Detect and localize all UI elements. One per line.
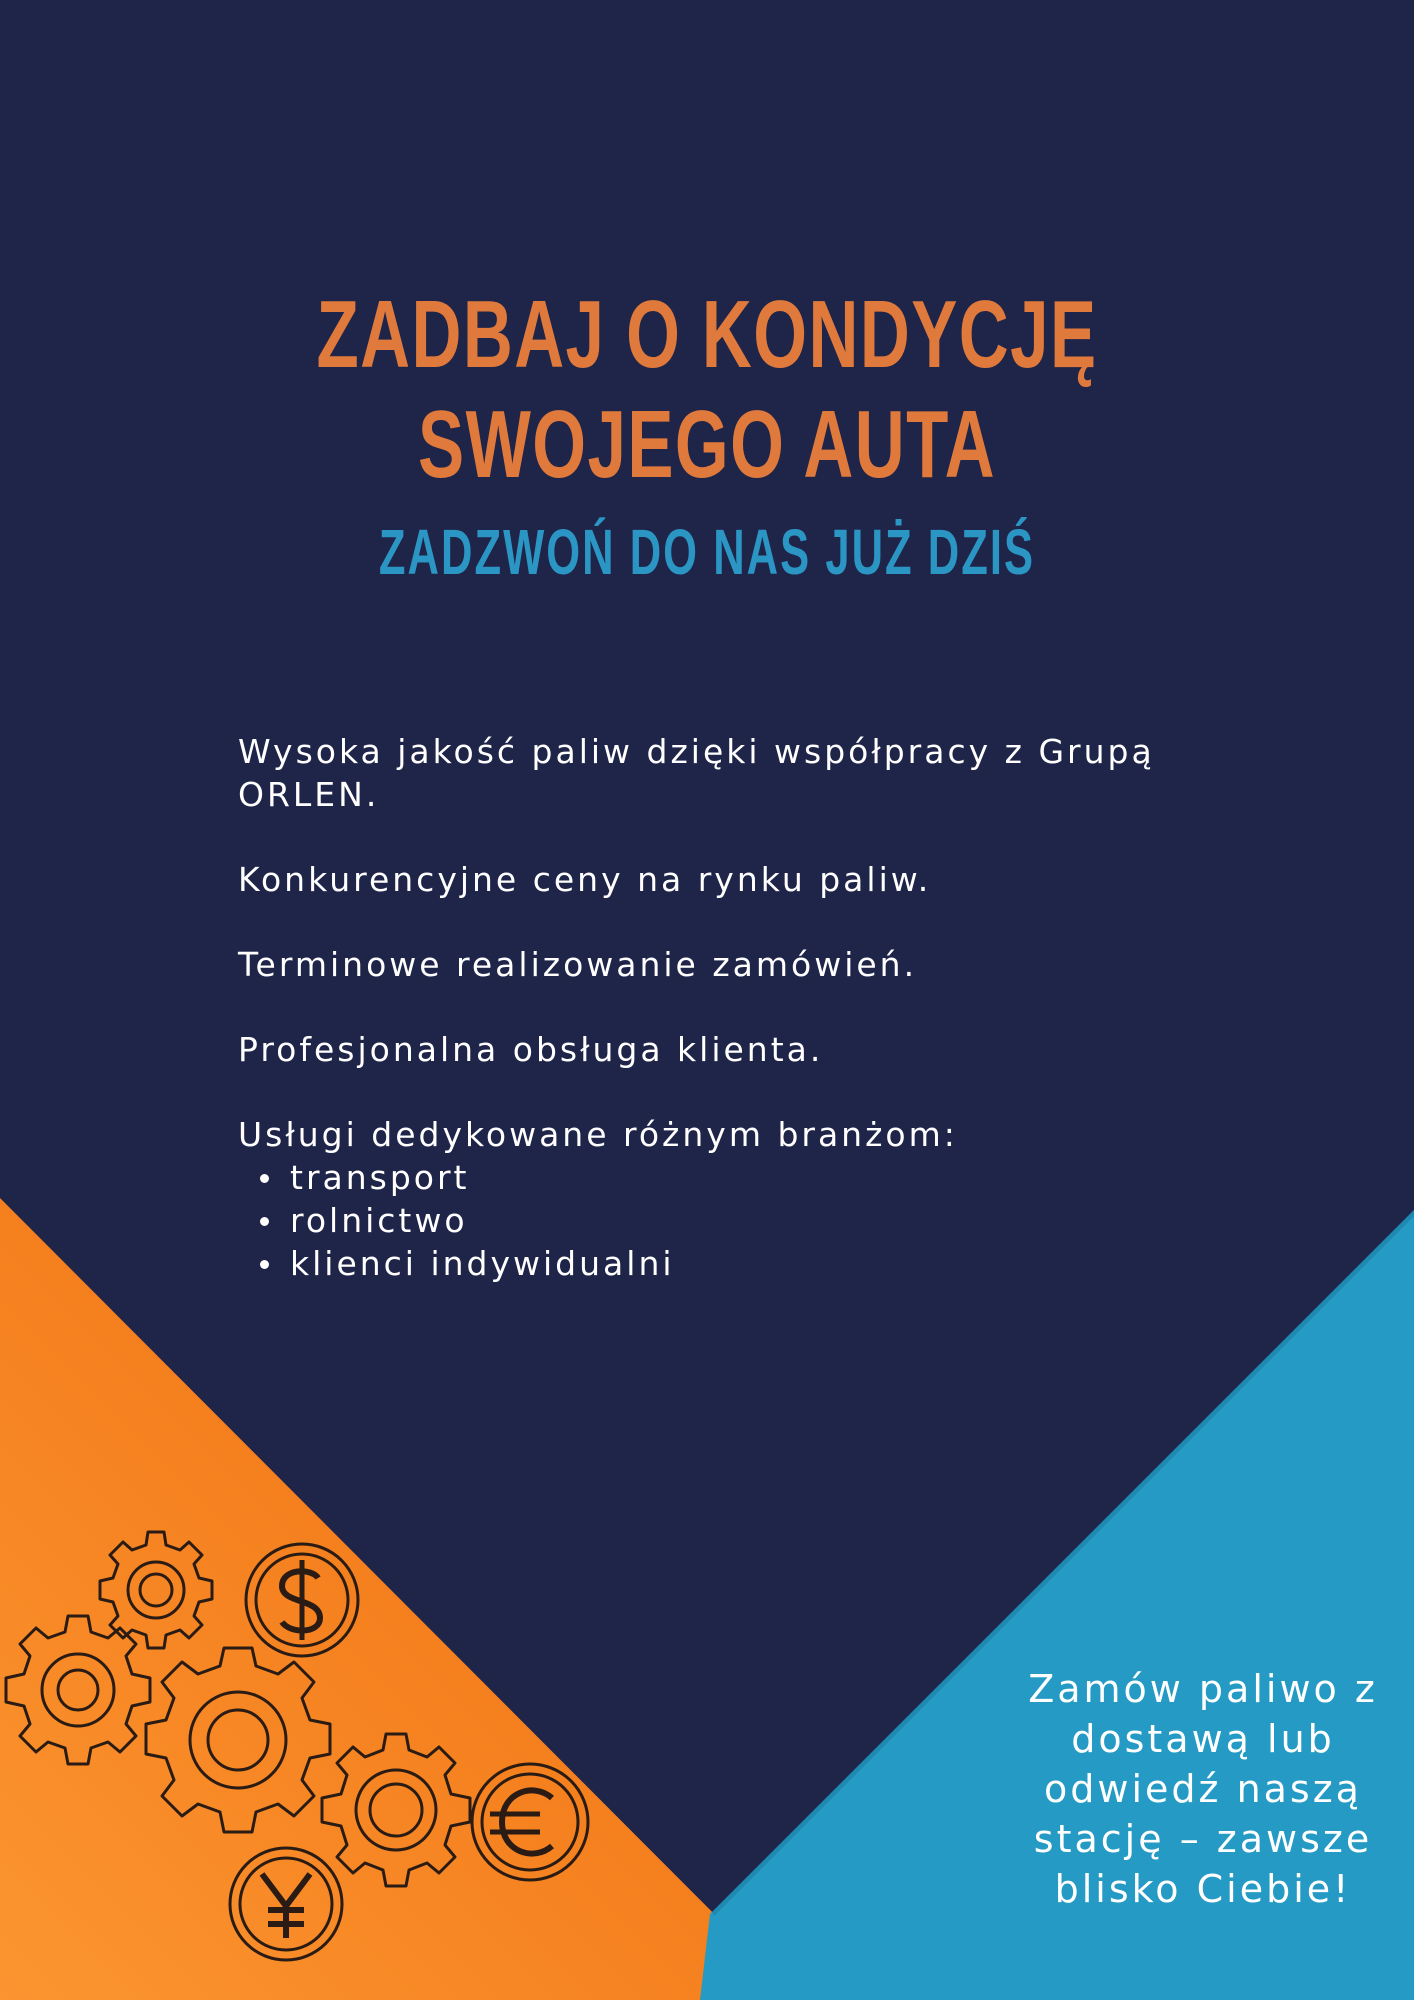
bullet-icon: [260, 1217, 269, 1226]
bullet-icon: [260, 1260, 269, 1269]
cta-line: blisko Ciebie!: [1054, 1867, 1352, 1911]
cta-line: odwiedź naszą: [1044, 1767, 1362, 1811]
cta-line: Zamów paliwo z: [1028, 1667, 1378, 1711]
order-fuel-text: [1008, 1664, 1398, 1914]
list-item: [238, 1199, 1198, 1242]
feature-service: Profesjonalna obsługa klienta.: [238, 1030, 824, 1069]
orange-corner-triangle: [0, 1198, 800, 2000]
industry-agriculture: rolnictwo: [290, 1201, 468, 1240]
list-item: [238, 1242, 1198, 1285]
feature-quality-line2: ORLEN.: [238, 775, 380, 814]
bullet-icon: [260, 1174, 269, 1183]
feature-orders: Terminowe realizowanie zamówień.: [238, 945, 918, 984]
page-title: ZADBAJ O KONDYCJĘ SWOJEGO AUTA: [316, 281, 1098, 498]
cta-line: dostawą lub: [1071, 1717, 1335, 1761]
call-to-action-heading: ZADZWOŃ DO NAS JUŻ DZIŚ: [378, 516, 1036, 588]
feature-prices: Konkurencyjne ceny na rynku paliw.: [238, 860, 932, 899]
industry-transport: transport: [290, 1158, 470, 1197]
industries-list: [238, 1156, 1198, 1285]
feature-quality-line1: Wysoka jakość paliw dzięki współpracy z Grupą: [238, 732, 1155, 771]
industries-intro: Usługi dedykowane różnym branżom:: [238, 1115, 958, 1154]
list-item: [238, 1156, 1198, 1199]
cta-line: stację – zawsze: [1033, 1817, 1373, 1861]
industry-individual-clients: klienci indywidualni: [290, 1244, 675, 1283]
feature-quality: [238, 730, 1198, 816]
features-list: [238, 730, 1198, 1285]
